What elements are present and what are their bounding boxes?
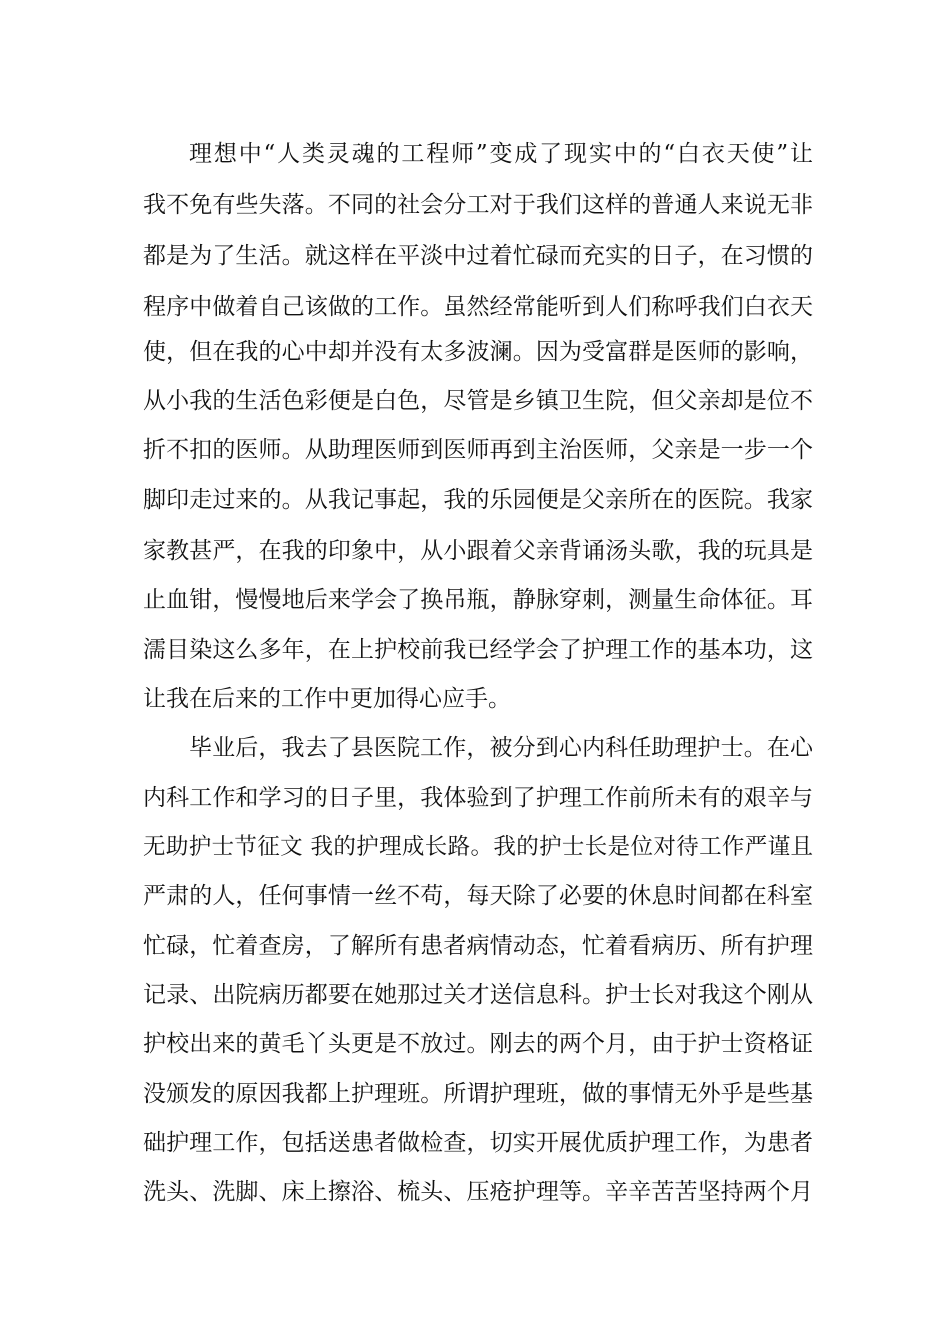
- paragraph-2-line-2: 内科工作和学习的日子里，我体验到了护理工作前所未有的艰辛与: [143, 785, 813, 811]
- paragraph-1-line-9: 家教甚严，在我的印象中，从小跟着父亲背诵汤头歌，我的玩具是: [143, 538, 813, 564]
- paragraph-2-line-7: 护校出来的黄毛丫头更是不放过。刚去的两个月，由于护士资格证: [143, 1031, 813, 1057]
- paragraph-1-line-6: 从小我的生活色彩便是白色，尽管是乡镇卫生院，但父亲却是位不: [143, 388, 813, 414]
- paragraph-1-line-5: 使，但在我的心中却并没有太多波澜。因为受富群是医师的影响，: [143, 339, 813, 365]
- paragraph-1-line-3: 都是为了生活。就这样在平淡中过着忙碌而充实的日子，在习惯的: [143, 243, 813, 269]
- paragraph-2-line-9: 础护理工作，包括送患者做检查，切实开展优质护理工作，为患者: [143, 1130, 813, 1156]
- paragraph-1-line-8: 脚印走过来的。从我记事起，我的乐园便是父亲所在的医院。我家: [143, 487, 813, 513]
- paragraph-1-line-4: 程序中做着自己该做的工作。虽然经常能听到人们称呼我们白衣天: [143, 294, 813, 320]
- paragraph-2-line-10: 洗头、洗脚、床上擦浴、梳头、压疮护理等。辛辛苦苦坚持两个月: [143, 1179, 813, 1205]
- paragraph-2-line-4: 严肃的人，任何事情一丝不苟，每天除了必要的休息时间都在科室: [143, 883, 813, 909]
- paragraph-1-line-1: 理想中“人类灵魂的工程师”变成了现实中的“白衣天使”让: [189, 141, 813, 167]
- paragraph-2-line-8: 没颁发的原因我都上护理班。所谓护理班，做的事情无外乎是些基: [143, 1081, 813, 1107]
- paragraph-1-line-7: 折不扣的医师。从助理医师到医师再到主治医师，父亲是一步一个: [143, 437, 813, 463]
- paragraph-1-line-2: 我不免有些失落。不同的社会分工对于我们这样的普通人来说无非: [143, 192, 813, 218]
- paragraph-1-line-10: 止血钳，慢慢地后来学会了换吊瓶，静脉穿刺，测量生命体征。耳: [143, 587, 813, 613]
- paragraph-1-line-12: 让我在后来的工作中更加得心应手。: [143, 686, 511, 712]
- paragraph-2-line-3: 无助护士节征文 我的护理成长路。我的护士长是位对待工作严谨且: [143, 834, 813, 860]
- paragraph-2-line-1: 毕业后，我去了县医院工作，被分到心内科任助理护士。在心: [189, 735, 813, 761]
- paragraph-1-line-11: 濡目染这么多年，在上护校前我已经学会了护理工作的基本功，这: [143, 637, 813, 663]
- paragraph-2-line-6: 记录、出院病历都要在她那过关才送信息科。护士长对我这个刚从: [143, 982, 813, 1008]
- paragraph-2-line-5: 忙碌，忙着查房，了解所有患者病情动态，忙着看病历、所有护理: [143, 933, 813, 959]
